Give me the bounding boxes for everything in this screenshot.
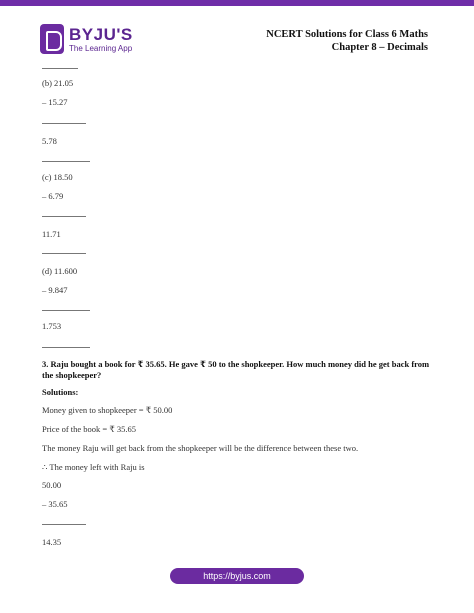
part-b-subtrahend: – 15.27 <box>42 97 68 107</box>
divider-rule <box>42 161 90 162</box>
divider-rule <box>42 310 90 311</box>
byjus-logo <box>40 24 140 54</box>
logo-name: BYJU'S <box>69 25 133 44</box>
book-price-line: Price of the book = ₹ 35.65 <box>42 424 137 434</box>
page-title: NCERT Solutions for Class 6 Maths Chapter 8 – Decimals <box>266 29 428 53</box>
part-b-label: (b) 21.05 <box>42 78 74 88</box>
part-d-answer: 1.753 <box>42 321 62 331</box>
divider-rule <box>42 253 86 254</box>
part-d-label: (d) 11.600 <box>42 266 78 276</box>
calc-minuend: 50.00 <box>42 480 62 490</box>
divider-rule <box>42 524 86 525</box>
solutions-heading: Solutions: <box>42 387 79 397</box>
part-c-label: (c) 18.50 <box>42 172 73 182</box>
money-left-line: ∴ The money left with Raju is <box>42 462 145 472</box>
logo-badge-icon <box>40 24 64 54</box>
logo-tagline: The Learning App <box>69 44 133 53</box>
calc-subtrahend: – 35.65 <box>42 499 68 509</box>
part-c-subtrahend: – 6.79 <box>42 191 64 201</box>
divider-rule <box>42 347 90 348</box>
difference-explanation: The money Raju will get back from the shopkeeper will be the difference between these two. <box>42 443 359 453</box>
question-3: 3. Raju bought a book for ₹ 35.65. He gave ₹ 50 to the shopkeeper. How much money did he get back from the shopkeeper? <box>42 359 430 380</box>
money-given-line: Money given to shopkeeper = ₹ 50.00 <box>42 405 173 415</box>
footer-url-link[interactable]: https://byjus.com <box>170 568 304 584</box>
part-c-answer: 11.71 <box>42 229 61 239</box>
divider-rule <box>42 123 86 124</box>
part-d-subtrahend: – 9.847 <box>42 285 68 295</box>
divider-rule <box>42 216 86 217</box>
part-b-answer: 5.78 <box>42 136 57 146</box>
top-accent-bar <box>0 0 474 6</box>
calc-answer: 14.35 <box>42 537 62 547</box>
divider-rule <box>42 68 78 69</box>
